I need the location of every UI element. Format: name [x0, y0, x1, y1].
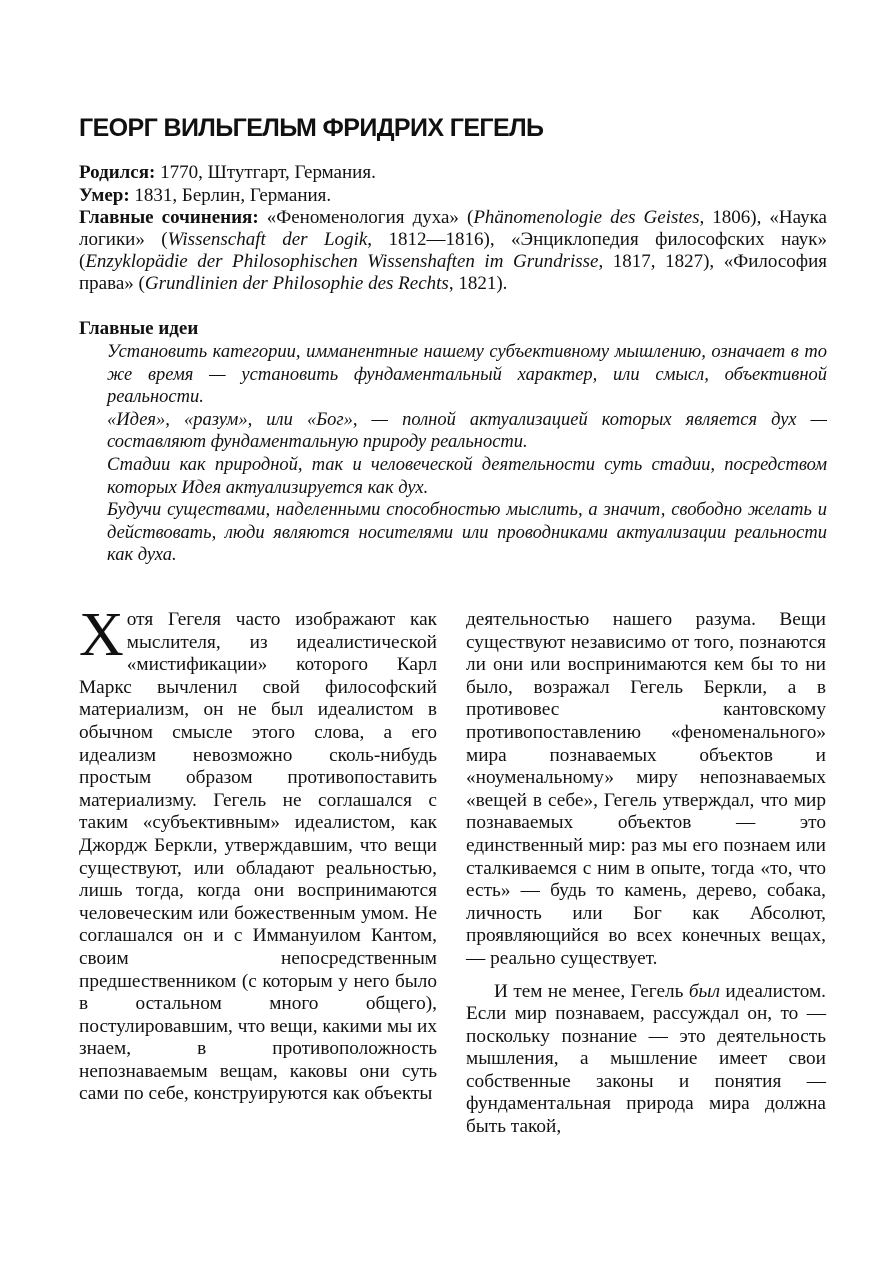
body-column-right	[466, 609, 826, 1139]
works-text: , 1821).	[448, 273, 508, 294]
works-title-de: Grundlinien der Philosophie des Rechts	[144, 273, 449, 294]
body-paragraph: деятельностью нашего разума. Вещи существуют независимо от того, познаются ли они или воспринимаются кем бы то ни было, возражал Гегель Беркли, а в противовес кантовскому противопоставлению «феноменального» мира познаваемых объектов и «ноуменальному» миру непознаваемых «вещей в себе», Гегель утверждал, что мир познаваемых объектов — это единственный мир: раз мы его познаем или сталкиваемся с ним в опыте, тогда «то, что есть» — будь то камень, дерево, собака, личность или Бог как Абсолют, проявляющийся во всех конечных вещах, — реально существует.	[466, 609, 826, 969]
died-label: Умер	[79, 185, 124, 206]
body-text: идеалистом. Если мир познаваем, рассуждал он, то — поскольку познание — это деятельность мышления, а мышление имеет свои собственные законы и понятия — фундаментальная природа мира должна быть такой,	[466, 980, 827, 1138]
body-column-left	[79, 601, 437, 1106]
body-emphasis: был	[688, 980, 720, 1002]
works-text: «Феноменология духа» (	[258, 207, 474, 228]
born-value: 1770, Штутгарт, Германия.	[155, 162, 376, 183]
works-title-de: Enzyklopädie der Philosophischen Wissenshaften im Grundrisse	[85, 251, 599, 272]
drop-cap: Х	[79, 601, 124, 669]
ideas-list	[107, 341, 827, 567]
body-paragraph	[466, 981, 826, 1139]
works-title-de: Wissenschaft der Logik	[167, 229, 368, 250]
idea-item: «Идея», «разум», или «Бог», — полной актуализацией которых является дух — составляют фундаментальную природу реальности.	[107, 409, 827, 453]
works-label: Главные сочинения	[79, 207, 253, 228]
died-line: Умер: 1831, Берлин, Германия.	[79, 185, 332, 206]
works-text: , 1817, 1827), «Философия права» (	[79, 251, 827, 294]
idea-item: Установить категории, имманентные нашему субъективному мышлению, означает в то же время — установить фундаментальный характер, или смысл, объективной реальности.	[107, 342, 827, 408]
works-line: Главные сочинения: «Феноменология духа» (Phänomenologie des Geistes, 1806), «Наука логики» (Wissenschaft der Logik, 1812—1816), «Энциклопедия философских наук» (Enzyklopädie der Philosophischen Wissenshaften im Grundrisse, 1817, 1827), «Философия права» (Grundlinien der Philosophie des Rechts, 1821).	[79, 207, 827, 294]
body-text: И тем не менее, Гегель	[494, 980, 689, 1002]
body-text-left: отя Гегеля часто изображают как мыслителя, из идеалистической «мистификации» которого Карл Маркс вычленил свой философский материализм, он не был идеалистом в обычном смысле этого слова, а его идеализм невозможно сколь-нибудь простым образом противопоставить материализму. Гегель не соглашался с таким «субъективным» идеалистом, как Джордж Беркли, утверждавшим, что вещи существуют, или обладают реальностью, лишь тогда, когда они воспринимаются человеческим или божественным умом. Не соглашался он и с Иммануилом Кантом, своим непосредственным предшественником (с которым у него было в остальном много общего), постулировавшим, что вещи, какими мы их знаем, в противоположность непознаваемым вещам, каковы они суть сами по себе, конструируются как объекты	[79, 609, 437, 1105]
works-text: , 1812—1816), «Энциклопедия философских наук» (	[79, 229, 827, 272]
idea-item: Стадии как природной, так и человеческой деятельности суть стадии, посредством которых Идея актуализируется как дух.	[107, 454, 827, 498]
page-title: ГЕОРГ ВИЛЬГЕЛЬМ ФРИДРИХ ГЕГЕЛЬ	[79, 114, 544, 142]
ideas-heading: Главные идеи	[79, 318, 199, 339]
works-title-de: Phänomenologie des Geistes	[473, 207, 700, 228]
works-text: , 1806), «Наука логики» (	[79, 207, 827, 250]
born-line: Родился: 1770, Штутгарт, Германия.	[79, 162, 376, 183]
born-label: Родился	[79, 162, 150, 183]
died-value: 1831, Берлин, Германия.	[129, 185, 332, 206]
idea-item: Будучи существами, наделенными способностью мыслить, а значит, свободно желать и действовать, люди являются носителями или проводниками актуализации реальности как духа.	[107, 500, 827, 566]
